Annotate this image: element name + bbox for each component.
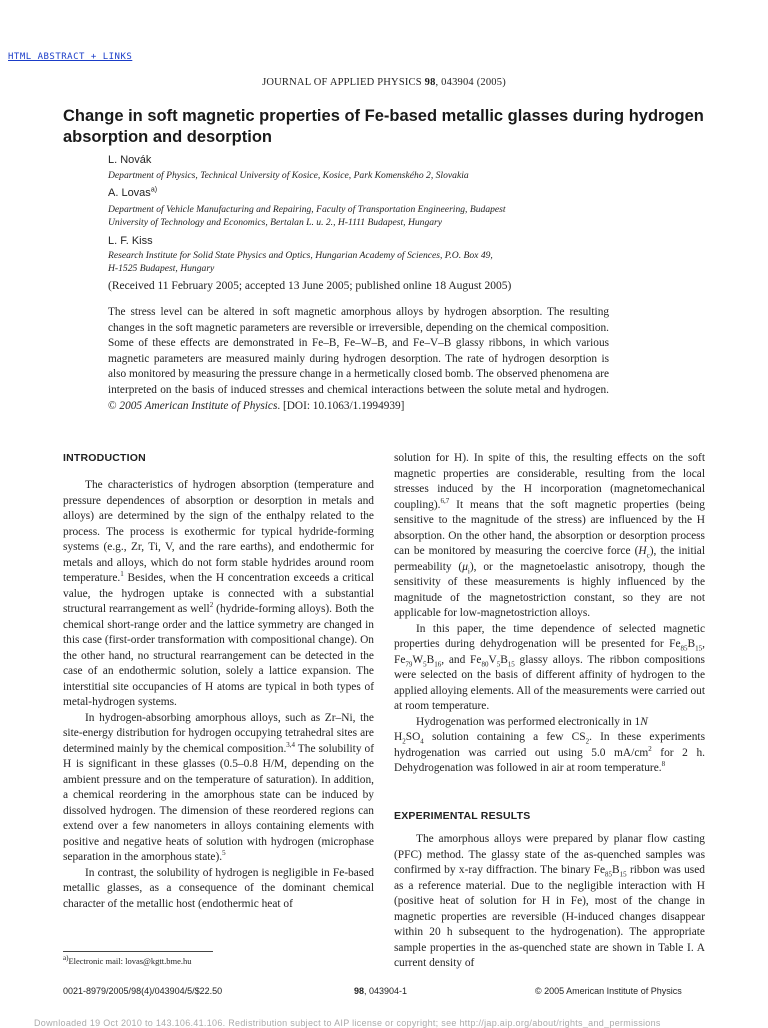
author-novak	[108, 154, 151, 166]
affiliation-line: Department of Vehicle Manufacturing and Repairing, Faculty of Transportation Engineering, Budapest	[108, 204, 506, 215]
citation-ref: 2	[209, 601, 214, 610]
html-abstract-link[interactable]: HTML ABSTRACT + LINKS	[8, 52, 133, 62]
journal-name: JOURNAL OF APPLIED PHYSICS	[262, 77, 422, 88]
affiliation-line: Department of Physics, Technical University of Kosice, Kosice, Park Komenského 2, Slovakia	[108, 170, 469, 181]
footnote-mark: a)	[63, 954, 69, 963]
citation-ref: 1	[120, 570, 124, 579]
paragraph: In this paper, the time dependence of selected magnetic properties during dehydrogenation will be presented for $Fe_{85}B_{15}$, $Fe_{79}W_5B_{16}$, and $Fe_{80}V_5B_{15}$ glassy alloys. The ribbon compositions were selected on the basis of different affinity of hydrogen to the applied alloying elements. All of the measurements were carried out at room temperature.	[394, 622, 705, 712]
citation-ref: 3,4	[286, 740, 296, 749]
author-name: L. F. Kiss	[108, 235, 153, 247]
left-column	[63, 478, 374, 912]
affiliation-lovas	[108, 204, 648, 229]
author-name: A. Lovas	[108, 187, 151, 199]
paper-title: Change in soft magnetic properties of Fe-based metallic glasses during hydrogen absorption and desorption	[63, 107, 704, 146]
author-name: L. Novák	[108, 154, 152, 166]
journal-citation: , 043904 (2005)	[435, 77, 506, 88]
received-dates: (Received 11 February 2005; accepted 13 June 2005; published online 18 August 2005)	[108, 280, 512, 292]
affiliation-line: Research Institute for Solid State Physics and Optics, Hungarian Academy of Sciences, P.O. Box 49,	[108, 250, 493, 261]
journal-header	[0, 77, 768, 88]
author-footnote-mark: a)	[150, 186, 158, 194]
journal-volume: 98	[424, 77, 436, 88]
right-column-continued	[394, 832, 705, 972]
citation-ref: 8	[661, 760, 666, 769]
paragraph: solution for H). In spite of this, the resulting effects on the soft magnetic properties are considerable, resulting from the local stresses induced by the H incorporation (magnetomechanical coupling).$^{6,7}$ It means that the soft magnetic properties (being sensitive to the magnitude of the stress) are influenced by the H absorption. On the other hand, the absorption or desorption process can be monitored by measuring the coercive force $(H_c)$, the initial permeability $(\mu_i)$, or the magnetoelastic anisotropy, though the sensitivity of these measurements is highly influenced by the magnitude of the magnetostriction constant, so they are not applicable for low-magnetostriction alloys.	[394, 452, 706, 619]
affiliation-novak	[108, 170, 648, 183]
footnote-email: Electronic mail: lovas@kgtt.bme.hu	[68, 956, 192, 966]
heading-experimental-results: EXPERIMENTAL RESULTS	[394, 810, 531, 822]
abstract-text: The stress level can be altered in soft magnetic amorphous alloys by hydrogen absorption. The resulting changes in the soft magnetic parameters are reversible or irreversible, depending on the chemical composition. Some of these effects are demonstrated in Fe–B, Fe–W–B, and Fe–V–B glassy ribbons, in which various magnetic parameters are measured mainly during hydrogen desorption. The rate of hydrogen desorption is also monitored by measuring the pressure change in a hermetically closed bomb. The observed phenomena are interpreted on the basis of induced stresses and chemical interactions between the solute metal and hydrogen. ©	[108, 306, 609, 412]
paragraph: In hydrogen-absorbing amorphous alloys, such as Zr–Ni, the site-energy distribution for hydrogen occupying tetrahedral sites are determined mainly by the chemical composition.$^{3,4}$ The solubility of H is significant in these glasses (0.5–0.8 H/M, depending on the ambient pressure and on the temperature of saturation). In addition, a chemical reordering in the amorphous state can be induced by dissolved hydrogen. The dimension of these reordered regions can extend over a few nanometers in alloys containing elements with positive and negative heats of solution with hydrogen (microphase separation in the amorphous state).$^5$	[63, 711, 374, 863]
affiliation-line: H-1525 Budapest, Hungary	[108, 262, 215, 274]
heading-introduction: INTRODUCTION	[63, 452, 146, 464]
paragraph: In contrast, the solubility of hydrogen is negligible in Fe-based metallic glasses, as a consequence of the dominant chemical character of the metallic host (endothermic heat of	[63, 866, 374, 910]
affiliation-line: University of Technology and Economics, Bertalan L. u. 2., H-1111 Budapest, Hungary	[108, 216, 443, 228]
footnote	[63, 956, 191, 966]
footer-page-number: 98, 043904-1	[354, 986, 408, 996]
footer-issn: 0021-8979/2005/98(4)/043904/5/$22.50	[63, 986, 223, 996]
abstract-copyright: 2005 American Institute of Physics	[119, 399, 278, 412]
footnote-divider	[63, 951, 213, 952]
abstract	[108, 305, 609, 414]
paragraph: The characteristics of hydrogen absorption (temperature and pressure dependences of absorption or desorption in metals and alloys) are determined by the sign of the enthalpy related to the process. The process is exothermic for typical hydride-forming systems (e.g., Zr, Ti, V, and the rare earths), and endothermic for metals and alloys, which do not form stable hydrides around room temperature.$^1$ Besides, when the H concentration exceeds a critical value, the hydrogen uptake is connected with a substantial structural rearrangement as well$^2$ (hydride-forming alloys). Both the chemical short-range order and the lattice symmetry are changed in this case (first-order transformation with compositional change). On the other hand, no structural rearrangement can be detected in the case of an endothermic solution, solely a lattice expansion. The interstitial site occupancies of H atoms are typical in both types of metal-hydrogen systems.	[63, 479, 374, 708]
abstract-doi: . [DOI: 10.1063/1.1994939]	[277, 399, 405, 412]
author-kiss	[108, 235, 153, 247]
citation-ref: 6,7	[440, 496, 450, 505]
paragraph: Hydrogenation was performed electronically in 1N $H_2SO_4$ solution containing a few $CS_2$. In these experiments hydrogenation was carried out using 5.0 $mA/cm^2$ for 2 h. Dehydrogenation was followed in air at room temperature.$^8$	[394, 715, 706, 774]
paragraph: The amorphous alloys were prepared by planar flow casting (PFC) method. The glassy state of the as-quenched samples was confirmed by x-ray diffraction. The binary $Fe_{85}B_{15}$ ribbon was used as a reference material. Due to the negligible interaction with H (positive heat of solution for H in Fe), most of the change in magnetic properties are reversible (H-induced changes disappear within 20 h subsequent to the hydrogenation). The appropriate sample properties in the as-quenched state are shown in Table I. A current density of	[394, 833, 705, 969]
right-column	[394, 451, 705, 777]
download-notice: Downloaded 19 Oct 2010 to 143.106.41.106. Redistribution subject to AIP license or copyright; see http://jap.aip.org/about/rights_and_permissions	[34, 1018, 661, 1028]
footer-copyright: © 2005 American Institute of Physics	[535, 986, 682, 996]
citation-ref: 5	[222, 849, 226, 858]
affiliation-kiss	[108, 250, 648, 275]
author-lovas	[108, 187, 157, 199]
